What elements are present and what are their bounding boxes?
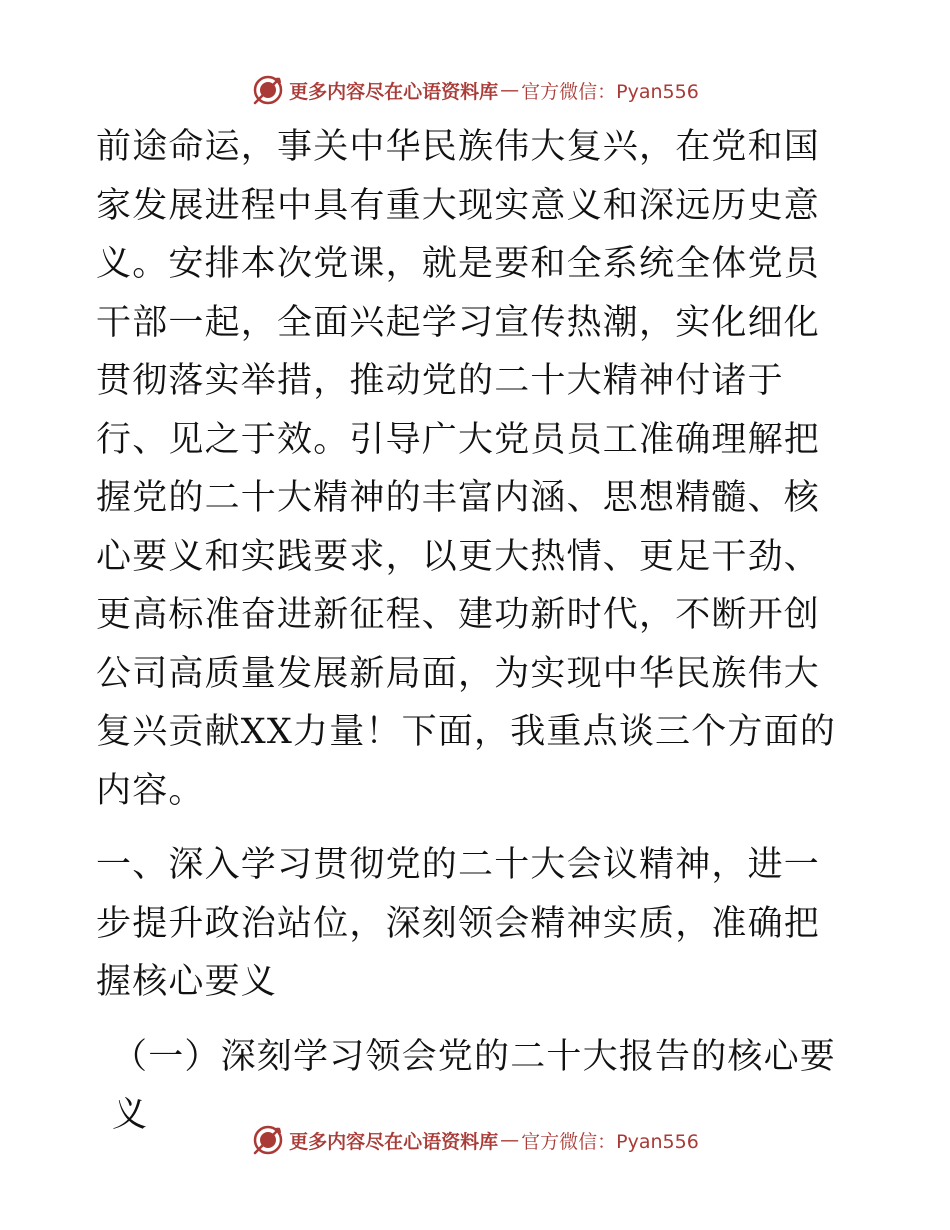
watermark-wechat: 官方微信：Pyan556: [521, 1130, 699, 1153]
body-paragraph: 前途命运，事关中华民族伟大复兴，在党和国家发展进程中具有重大现实意义和深远历史意义。安排本次党课，就是要和全系统全体党员干部一起，全面兴起学习宣传热潮，实化细化贯彻落实举措，推动党的二十大精神付诸于行、见之于效。引导广大党员员工准确理解把握党的二十大精神的丰富内涵、思想精髓、核心要义和实践要求，以更大热情、更足干劲、更高标准奋进新征程、建功新时代，不断开创公司高质量发展新局面，为实现中华民族伟大复兴贡献XX力量！下面，我重点谈三个方面的内容。: [96, 127, 837, 811]
quill-pen-seal-icon: [251, 1123, 285, 1157]
subsection-heading-1: （一）深刻学习领会党的二十大报告的核心要义: [112, 1036, 837, 1135]
watermark-title: 更多内容尽在心语资料库: [289, 80, 499, 103]
footer-watermark: [0, 1120, 950, 1160]
header-watermark: [0, 70, 950, 110]
document-body: [96, 118, 856, 1145]
section-heading-1-text: 一、深入学习贯彻党的二十大会议精神，进一步提升政治站位，深刻领会精神实质，准确把握核心要义: [96, 845, 821, 1002]
watermark-wechat: 官方微信：Pyan556: [521, 80, 699, 103]
watermark-title: 更多内容尽在心语资料库: [289, 1130, 499, 1153]
watermark-dash: —: [500, 1129, 520, 1151]
watermark-dash: —: [500, 79, 520, 101]
quill-pen-seal-icon: [251, 73, 285, 107]
section-heading-1: [96, 836, 856, 1012]
